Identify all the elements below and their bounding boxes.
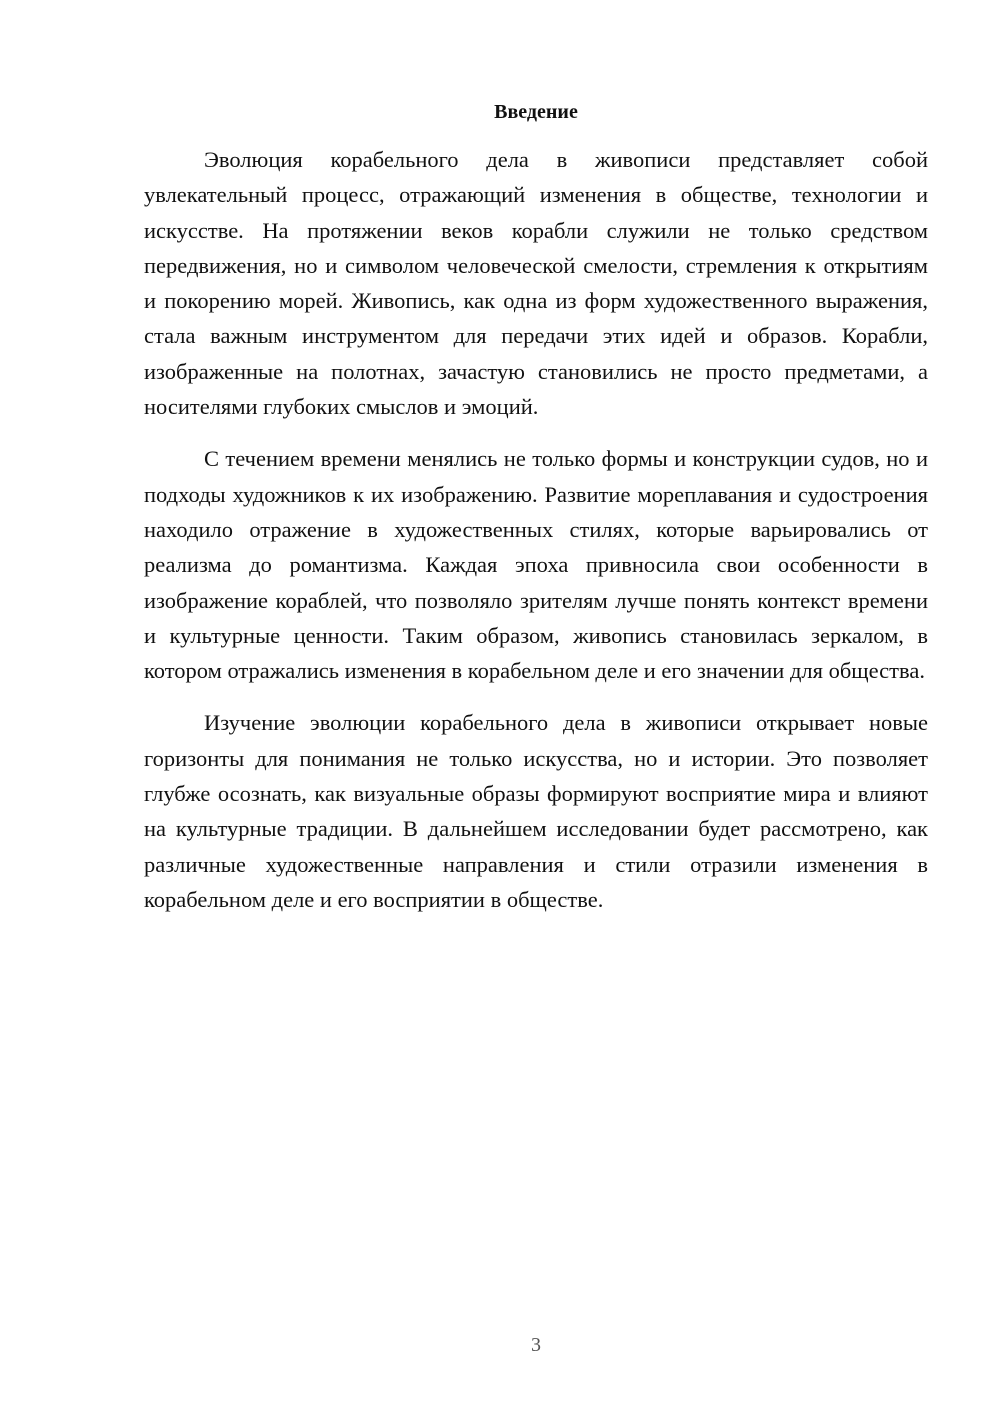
paragraph-1: Эволюция корабельного дела в живописи представляет собой увлекательный процесс, отражающий изменения в обществе, технологии и искусстве. На протяжении веков корабли служили не только средством передвижения, но и символом человеческой смелости, стремления к открытиям и покорению морей. Живопись, как одна из форм художественного выражения, стала важным инструментом для передачи этих идей и образов. Корабли, изображенные на полотнах, зачастую становились не просто предметами, а носителями глубоких смыслов и эмоций. — [144, 147, 928, 420]
paragraph-3: Изучение эволюции корабельного дела в живописи открывает новые горизонты для понимания не только искусства, но и истории. Это позволяет глубже осознать, как визуальные образы формируют восприятие мира и влияют на культурные традиции. В дальнейшем исследовании будет рассмотрено, как различные художественные направления и стили отразили изменения в корабельном деле и его восприятии в обществе. — [144, 710, 928, 912]
page-title: Введение — [494, 101, 578, 123]
paragraph-2: С течением времени менялись не только формы и конструкции судов, но и подходы художников к их изображению. Развитие мореплавания и судостроения находило отражение в художественных стилях, которые варьировались от реализма до романтизма. Каждая эпоха привносила свои особенности в изображение кораблей, что позволяло зрителям лучше понять контекст времени и культурные ценности. Таким образом, живопись становилась зеркалом, в котором отражались изменения в корабельном деле и его значении для общества. — [144, 446, 928, 684]
body-text — [144, 142, 928, 934]
page-number: 3 — [531, 1334, 541, 1356]
